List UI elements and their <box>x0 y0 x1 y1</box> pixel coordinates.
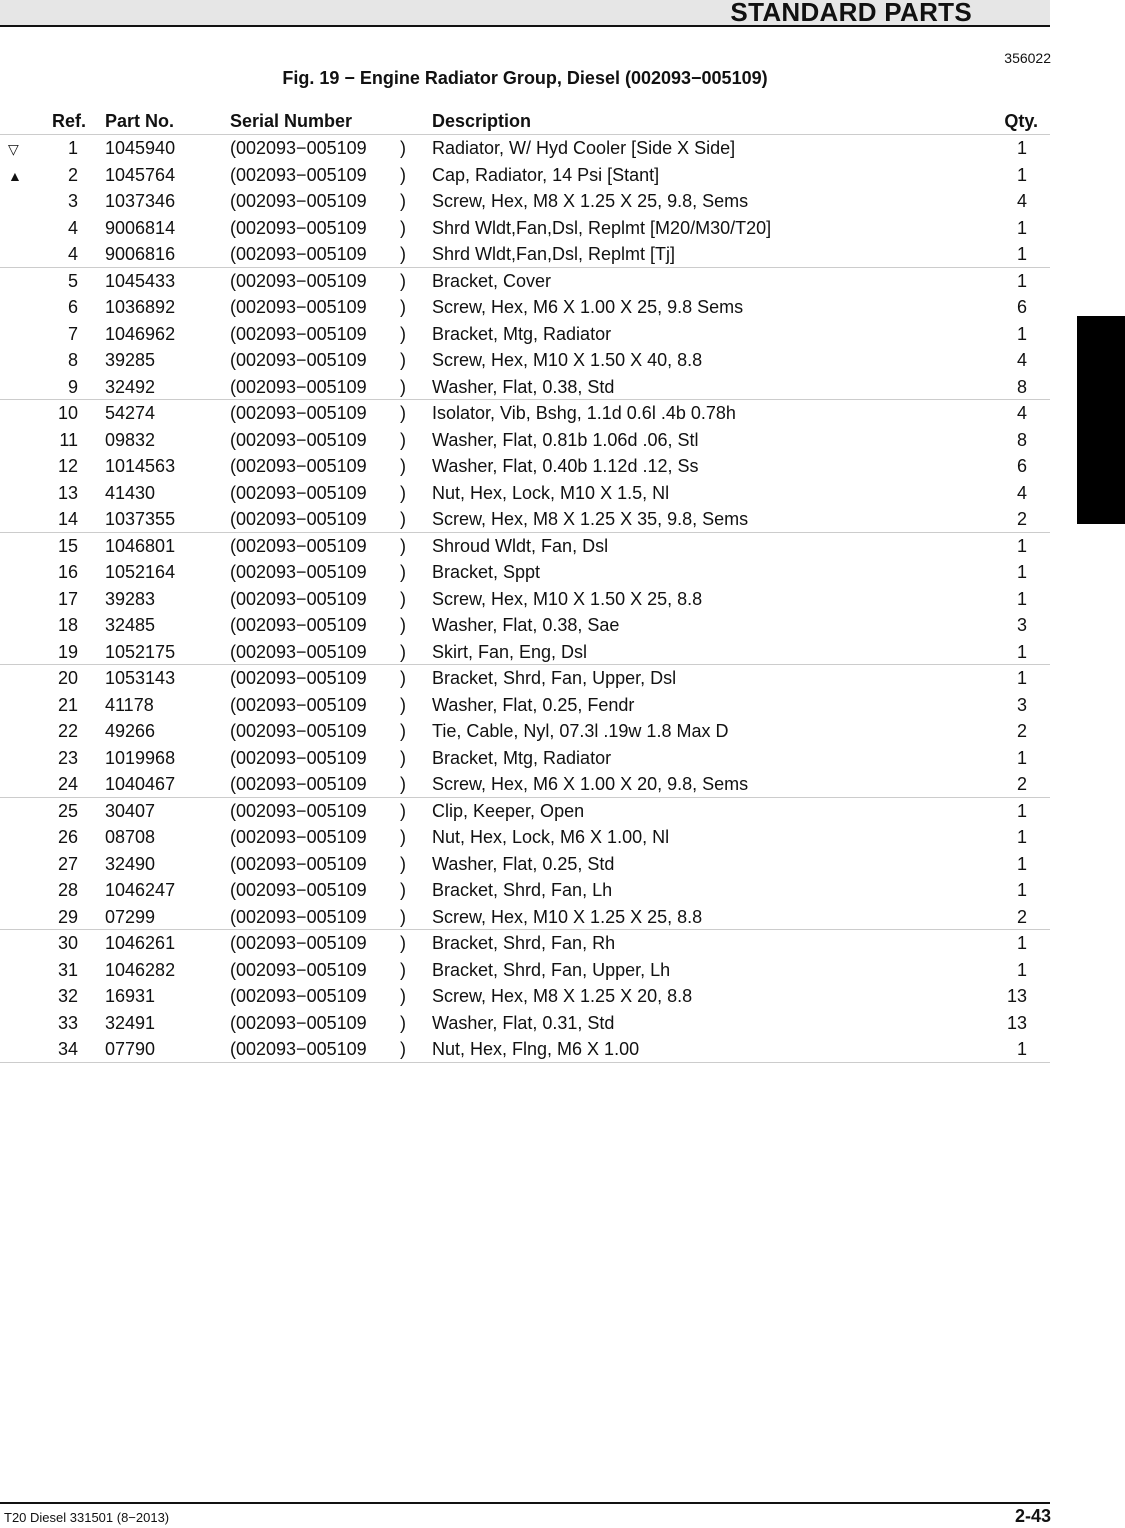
serial-number-cell: (002093−005109 <box>230 164 367 185</box>
table-row <box>0 771 1050 798</box>
serial-close-paren: ) <box>400 721 406 741</box>
footer-manual-info: T20 Diesel 331501 (8−2013) <box>4 1510 170 1525</box>
description-cell: Washer, Flat, 0.25, Fendr <box>432 694 635 715</box>
qty-cell: 13 <box>1006 986 1027 1006</box>
serial-number-cell: (002093−005109 <box>230 297 367 317</box>
serial-number-cell: (002093−005109 <box>230 853 367 874</box>
ref-cell: 22 <box>57 721 78 741</box>
serial-number-cell: (002093−005109 <box>230 906 367 927</box>
qty-cell: 1 <box>1016 827 1027 847</box>
serial-number-cell: (002093−005109 <box>230 1012 367 1033</box>
page-section-title: STANDARD PARTS <box>730 0 972 27</box>
description-cell: Radiator, W/ Hyd Cooler [Side X Side] <box>432 138 736 158</box>
part-number-cell: 1052164 <box>105 562 176 582</box>
ref-cell: 19 <box>57 641 78 662</box>
part-number-cell: 16931 <box>105 986 156 1006</box>
ref-cell: 7 <box>67 323 78 344</box>
part-number-cell: 32491 <box>105 1012 156 1033</box>
serial-number-cell: (002093−005109 <box>230 482 367 503</box>
qty-cell: 3 <box>1016 694 1027 715</box>
ref-cell: 6 <box>67 297 78 317</box>
table-row <box>0 957 1050 984</box>
qty-cell: 3 <box>1016 615 1027 635</box>
description-cell: Cap, Radiator, 14 Psi [Stant] <box>432 164 660 185</box>
serial-close-paren: ) <box>400 933 406 953</box>
qty-cell: 2 <box>1016 721 1027 741</box>
serial-close-paren: ) <box>400 588 406 609</box>
qty-cell: 1 <box>1016 1039 1027 1059</box>
description-cell: Nut, Hex, Lock, M10 X 1.5, Nl <box>432 482 670 503</box>
header-ref: Ref. <box>51 111 86 131</box>
description-cell: Washer, Flat, 0.31, Std <box>432 1012 615 1033</box>
table-row <box>0 983 1050 1010</box>
serial-close-paren: ) <box>400 376 406 397</box>
serial-number-cell: (002093−005109 <box>230 1039 367 1059</box>
part-number-cell: 39283 <box>105 588 156 609</box>
qty-cell: 2 <box>1016 774 1027 794</box>
description-cell: Washer, Flat, 0.25, Std <box>432 853 615 874</box>
qty-cell: 1 <box>1016 323 1027 344</box>
description-cell: Screw, Hex, M10 X 1.25 X 25, 8.8 <box>432 906 703 927</box>
qty-cell: 1 <box>1016 535 1027 556</box>
serial-close-paren: ) <box>400 217 406 238</box>
table-row <box>0 1036 1050 1063</box>
description-cell: Nut, Hex, Flng, M6 X 1.00 <box>432 1039 640 1059</box>
ref-cell: 5 <box>67 270 78 291</box>
ref-cell: 17 <box>57 588 78 609</box>
ref-cell: 1 <box>67 138 78 158</box>
description-cell: Bracket, Shrd, Fan, Upper, Lh <box>432 959 671 980</box>
table-row <box>0 188 1050 215</box>
description-cell: Bracket, Cover <box>432 270 552 291</box>
part-number-cell: 1037355 <box>105 509 176 529</box>
qty-cell: 8 <box>1016 376 1027 397</box>
ref-cell: 8 <box>67 350 78 370</box>
serial-close-paren: ) <box>400 403 406 423</box>
document-number: 356022 <box>1004 50 1051 66</box>
part-number-cell: 1019968 <box>105 747 176 768</box>
serial-close-paren: ) <box>400 429 406 450</box>
qty-cell: 4 <box>1016 350 1027 370</box>
description-cell: Screw, Hex, M6 X 1.00 X 25, 9.8 Sems <box>432 297 744 317</box>
qty-cell: 4 <box>1016 191 1027 211</box>
header-description: Description <box>432 111 532 131</box>
serial-number-cell: (002093−005109 <box>230 641 367 662</box>
part-number-cell: 1046261 <box>105 933 176 953</box>
ref-cell: 15 <box>57 535 78 556</box>
table-row <box>0 665 1050 692</box>
description-cell: Screw, Hex, M10 X 1.50 X 40, 8.8 <box>432 350 703 370</box>
table-row <box>0 586 1050 613</box>
serial-close-paren: ) <box>400 456 406 476</box>
figure-title: Fig. 19 − Engine Radiator Group, Diesel (002093−005109) <box>282 68 768 88</box>
table-row <box>0 453 1050 480</box>
part-number-cell: 32485 <box>105 615 156 635</box>
ref-cell: 13 <box>57 482 78 503</box>
serial-number-cell: (002093−005109 <box>230 562 367 582</box>
qty-cell: 2 <box>1016 509 1027 529</box>
serial-close-paren: ) <box>400 535 406 556</box>
ref-cell: 2 <box>67 164 78 185</box>
description-cell: Clip, Keeper, Open <box>432 800 585 821</box>
serial-close-paren: ) <box>400 880 406 900</box>
ref-cell: 24 <box>57 774 78 794</box>
ref-cell: 27 <box>57 853 78 874</box>
table-row <box>0 559 1050 586</box>
serial-number-cell: (002093−005109 <box>230 323 367 344</box>
table-row <box>0 612 1050 639</box>
description-cell: Screw, Hex, M8 X 1.25 X 35, 9.8, Sems <box>432 509 749 529</box>
serial-number-cell: (002093−005109 <box>230 933 367 953</box>
qty-cell: 1 <box>1016 853 1027 874</box>
qty-cell: 6 <box>1016 456 1027 476</box>
table-row <box>0 639 1050 666</box>
description-cell: Bracket, Mtg, Radiator <box>432 323 612 344</box>
row-marker: ▲ <box>8 167 22 184</box>
ref-cell: 10 <box>57 403 78 423</box>
serial-close-paren: ) <box>400 482 406 503</box>
serial-number-cell: (002093−005109 <box>230 350 367 370</box>
serial-close-paren: ) <box>400 1012 406 1033</box>
qty-cell: 1 <box>1016 959 1027 980</box>
table-row <box>0 374 1050 401</box>
serial-number-cell: (002093−005109 <box>230 429 367 450</box>
footer-divider <box>0 1502 1050 1504</box>
serial-close-paren: ) <box>400 1039 406 1059</box>
qty-cell: 1 <box>1016 244 1027 264</box>
ref-cell: 23 <box>57 747 78 768</box>
serial-number-cell: (002093−005109 <box>230 747 367 768</box>
description-cell: Shrd Wldt,Fan,Dsl, Replmt [M20/M30/T20] <box>432 217 772 238</box>
description-cell: Screw, Hex, M6 X 1.00 X 20, 9.8, Sems <box>432 774 749 794</box>
ref-cell: 16 <box>57 562 78 582</box>
description-cell: Nut, Hex, Lock, M6 X 1.00, Nl <box>432 827 670 847</box>
description-cell: Washer, Flat, 0.81b 1.06d .06, Stl <box>432 429 699 450</box>
table-row <box>0 877 1050 904</box>
qty-cell: 1 <box>1016 933 1027 953</box>
serial-close-paren: ) <box>400 800 406 821</box>
table-row <box>0 1010 1050 1037</box>
serial-close-paren: ) <box>400 138 406 158</box>
table-row <box>0 824 1050 851</box>
serial-close-paren: ) <box>400 827 406 847</box>
description-cell: Screw, Hex, M8 X 1.25 X 25, 9.8, Sems <box>432 191 749 211</box>
serial-close-paren: ) <box>400 164 406 185</box>
ref-cell: 29 <box>57 906 78 927</box>
serial-number-cell: (002093−005109 <box>230 191 367 211</box>
table-row <box>0 930 1050 957</box>
ref-cell: 33 <box>57 1012 78 1033</box>
ref-cell: 14 <box>57 509 78 529</box>
qty-cell: 1 <box>1016 588 1027 609</box>
ref-cell: 18 <box>57 615 78 635</box>
ref-cell: 28 <box>57 880 78 900</box>
description-cell: Skirt, Fan, Eng, Dsl <box>432 641 588 662</box>
ref-cell: 31 <box>57 959 78 980</box>
qty-cell: 1 <box>1016 270 1027 291</box>
serial-close-paren: ) <box>400 774 406 794</box>
description-cell: Washer, Flat, 0.38, Sae <box>432 615 620 635</box>
serial-close-paren: ) <box>400 297 406 317</box>
qty-cell: 1 <box>1016 138 1027 158</box>
table-row <box>0 692 1050 719</box>
serial-close-paren: ) <box>400 323 406 344</box>
serial-number-cell: (002093−005109 <box>230 217 367 238</box>
description-cell: Bracket, Shrd, Fan, Rh <box>432 933 616 953</box>
qty-cell: 4 <box>1016 403 1027 423</box>
ref-cell: 25 <box>57 800 78 821</box>
serial-close-paren: ) <box>400 509 406 529</box>
qty-cell: 6 <box>1016 297 1027 317</box>
table-row <box>0 718 1050 745</box>
description-cell: Screw, Hex, M8 X 1.25 X 20, 8.8 <box>432 986 693 1006</box>
table-row <box>0 506 1050 533</box>
ref-cell: 34 <box>57 1039 78 1059</box>
table-row <box>0 798 1050 825</box>
table-row <box>0 162 1050 189</box>
table-row <box>0 215 1050 242</box>
part-number-cell: 49266 <box>105 721 156 741</box>
table-row <box>0 241 1050 268</box>
table-row <box>0 427 1050 454</box>
qty-cell: 1 <box>1016 747 1027 768</box>
serial-close-paren: ) <box>400 244 406 264</box>
serial-close-paren: ) <box>400 562 406 582</box>
table-row <box>0 268 1050 295</box>
part-number-cell: 1046801 <box>105 535 176 556</box>
part-number-cell: 39285 <box>105 350 156 370</box>
part-number-cell: 9006816 <box>105 244 176 264</box>
part-number-cell: 32490 <box>105 853 156 874</box>
ref-cell: 21 <box>57 694 78 715</box>
qty-cell: 1 <box>1016 880 1027 900</box>
qty-cell: 1 <box>1016 668 1027 688</box>
part-number-cell: 1040467 <box>105 774 176 794</box>
part-number-cell: 1045940 <box>105 138 176 158</box>
part-number-cell: 09832 <box>105 429 156 450</box>
part-number-cell: 54274 <box>105 403 156 423</box>
table-row <box>0 745 1050 772</box>
serial-close-paren: ) <box>400 191 406 211</box>
qty-cell: 4 <box>1016 482 1027 503</box>
ref-cell: 30 <box>57 933 78 953</box>
serial-number-cell: (002093−005109 <box>230 959 367 980</box>
ref-cell: 12 <box>57 456 78 476</box>
part-number-cell: 08708 <box>105 827 156 847</box>
part-number-cell: 30407 <box>105 800 156 821</box>
table-row <box>0 347 1050 374</box>
serial-close-paren: ) <box>400 959 406 980</box>
serial-number-cell: (002093−005109 <box>230 456 367 476</box>
serial-number-cell: (002093−005109 <box>230 376 367 397</box>
serial-close-paren: ) <box>400 668 406 688</box>
header-serial-number: Serial Number <box>230 111 353 131</box>
description-cell: Shrd Wldt,Fan,Dsl, Replmt [Tj] <box>432 244 676 264</box>
ref-cell: 20 <box>57 668 78 688</box>
description-cell: Washer, Flat, 0.38, Std <box>432 376 615 397</box>
part-number-cell: 07790 <box>105 1039 156 1059</box>
serial-number-cell: (002093−005109 <box>230 270 367 291</box>
description-cell: Bracket, Shrd, Fan, Lh <box>432 880 613 900</box>
table-header <box>0 108 1050 135</box>
serial-close-paren: ) <box>400 641 406 662</box>
part-number-cell: 1045433 <box>105 270 176 291</box>
serial-number-cell: (002093−005109 <box>230 615 367 635</box>
part-number-cell: 1052175 <box>105 641 176 662</box>
row-marker: ▽ <box>8 141 19 157</box>
ref-cell: 32 <box>57 986 78 1006</box>
table-row <box>0 400 1050 427</box>
part-number-cell: 1014563 <box>105 456 176 476</box>
section-tab-marker <box>1077 316 1125 524</box>
serial-close-paren: ) <box>400 350 406 370</box>
serial-number-cell: (002093−005109 <box>230 774 367 794</box>
ref-cell: 4 <box>67 244 78 264</box>
description-cell: Bracket, Sppt <box>432 562 541 582</box>
part-number-cell: 1046962 <box>105 323 176 344</box>
header-part-no: Part No. <box>105 111 175 131</box>
part-number-cell: 1046282 <box>105 959 176 980</box>
serial-number-cell: (002093−005109 <box>230 588 367 609</box>
qty-cell: 1 <box>1016 164 1027 185</box>
serial-number-cell: (002093−005109 <box>230 138 367 158</box>
serial-close-paren: ) <box>400 747 406 768</box>
table-row <box>0 135 1050 162</box>
table-row <box>0 321 1050 348</box>
serial-number-cell: (002093−005109 <box>230 694 367 715</box>
header-bar <box>0 0 1050 27</box>
qty-cell: 1 <box>1016 641 1027 662</box>
part-number-cell: 07299 <box>105 906 156 927</box>
table-row <box>0 533 1050 560</box>
serial-close-paren: ) <box>400 986 406 1006</box>
ref-cell: 4 <box>67 217 78 238</box>
serial-close-paren: ) <box>400 270 406 291</box>
table-row <box>0 294 1050 321</box>
ref-cell: 9 <box>67 376 78 397</box>
part-number-cell: 1037346 <box>105 191 176 211</box>
qty-cell: 8 <box>1016 429 1027 450</box>
serial-close-paren: ) <box>400 615 406 635</box>
serial-close-paren: ) <box>400 853 406 874</box>
serial-number-cell: (002093−005109 <box>230 509 367 529</box>
part-number-cell: 32492 <box>105 376 156 397</box>
table-row <box>0 904 1050 931</box>
header-qty: Qty. <box>1004 111 1038 131</box>
part-number-cell: 1036892 <box>105 297 176 317</box>
serial-number-cell: (002093−005109 <box>230 827 367 847</box>
serial-number-cell: (002093−005109 <box>230 880 367 900</box>
description-cell: Shroud Wldt, Fan, Dsl <box>432 535 609 556</box>
part-number-cell: 1046247 <box>105 880 176 900</box>
description-cell: Isolator, Vib, Bshg, 1.1d 0.6l .4b 0.78h <box>432 403 736 423</box>
part-number-cell: 1053143 <box>105 668 176 688</box>
part-number-cell: 41430 <box>105 482 156 503</box>
part-number-cell: 1045764 <box>105 164 176 185</box>
serial-number-cell: (002093−005109 <box>230 535 367 556</box>
serial-number-cell: (002093−005109 <box>230 721 367 741</box>
qty-cell: 1 <box>1016 562 1027 582</box>
serial-number-cell: (002093−005109 <box>230 986 367 1006</box>
part-number-cell: 41178 <box>105 694 154 715</box>
serial-number-cell: (002093−005109 <box>230 800 367 821</box>
serial-number-cell: (002093−005109 <box>230 668 367 688</box>
qty-cell: 1 <box>1016 800 1027 821</box>
table-row <box>0 480 1050 507</box>
qty-cell: 1 <box>1016 217 1027 238</box>
serial-close-paren: ) <box>400 694 406 715</box>
qty-cell: 13 <box>1006 1012 1027 1033</box>
ref-cell: 11 <box>59 429 78 450</box>
table-row <box>0 851 1050 878</box>
serial-number-cell: (002093−005109 <box>230 244 367 264</box>
ref-cell: 3 <box>67 191 78 211</box>
ref-cell: 26 <box>57 827 78 847</box>
description-cell: Screw, Hex, M10 X 1.50 X 25, 8.8 <box>432 588 703 609</box>
part-number-cell: 9006814 <box>105 217 176 238</box>
description-cell: Washer, Flat, 0.40b 1.12d .12, Ss <box>432 456 699 476</box>
description-cell: Bracket, Shrd, Fan, Upper, Dsl <box>432 668 677 688</box>
serial-close-paren: ) <box>400 906 406 927</box>
description-cell: Tie, Cable, Nyl, 07.3l .19w 1.8 Max D <box>432 721 729 741</box>
qty-cell: 2 <box>1016 906 1027 927</box>
description-cell: Bracket, Mtg, Radiator <box>432 747 612 768</box>
serial-number-cell: (002093−005109 <box>230 403 367 423</box>
page-number: 2-43 <box>1014 1506 1051 1526</box>
parts-table-body <box>0 135 1050 1063</box>
